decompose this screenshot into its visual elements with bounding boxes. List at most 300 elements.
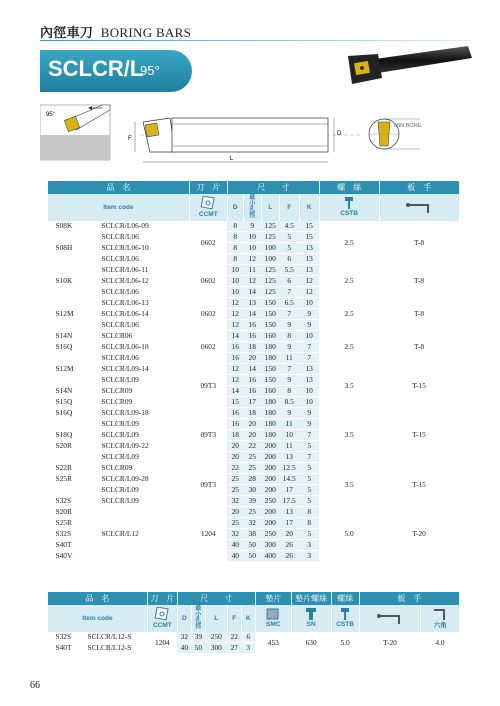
t2-th-l: L [205,605,227,632]
t2-th-torx-cell [359,605,421,632]
dim-f: F [128,136,132,142]
cell-holder-code [48,375,98,386]
cell-wrench: T-20 [379,507,459,562]
cell-dim-d: 20 [227,507,243,518]
cell-item-code [97,507,189,518]
cell-screw: 3.5 [319,364,379,408]
cell-holder-code [48,353,98,364]
cell-dim-l: 300 [205,643,227,654]
cell-dim-l: 180 [261,353,279,364]
cell-dim-mb: 22 [243,441,261,452]
t2-th-shim: 墊片 [255,592,291,605]
cell-item-code: SCLCR06 [97,331,189,342]
t2-th-dims: 尺 寸 [177,592,255,605]
cell-dim-l: 150 [261,298,279,309]
cell-dim-mb: 14 [243,364,261,375]
t2-th-smc-cell [255,605,291,632]
cell-wrench: T-8 [379,298,459,331]
cell-dim-f: 12.5 [279,463,299,474]
cell-holder-code: S10K [48,276,98,287]
cell-dim-d: 25 [227,485,243,496]
cell-dim-f: 14.5 [279,474,299,485]
cell-dim-kv: 5 [299,474,319,485]
cell-holder-code: S15Q [48,397,98,408]
cell-screw: 2.5 [319,298,379,331]
cell-dim-f: 11 [279,441,299,452]
cell-dim-mb: 50 [191,643,205,654]
th-d: D [227,194,243,221]
cell-dim-mb: 16 [243,375,261,386]
cell-dim-mb: 11 [243,265,261,276]
cell-dim-d: 16 [227,342,243,353]
cell-dim-f: 5 [279,243,299,254]
cell-holder-code [48,287,98,298]
cell-insert: 0602 [189,298,227,331]
cell-dim-l: 100 [261,254,279,265]
cell-dim-d: 15 [227,397,243,408]
cell-dim-mb: 25 [243,452,261,463]
cell-dim-l: 150 [261,309,279,320]
cell-dim-d: 18 [227,430,243,441]
cell-dim-d: 12 [227,309,243,320]
cell-dim-f: 11 [279,353,299,364]
cell-dim-l: 200 [261,452,279,463]
cell-item-code [97,518,189,529]
cell-item-code: SCLCR/L06-09 [97,221,189,232]
spec-table-s-type [47,592,459,654]
t2-th-insert: 刀 片 [147,592,177,605]
cell-dim-d: 25 [227,518,243,529]
cell-insert: 09T3 [189,364,227,408]
cell-holder-code [48,265,98,276]
cell-dim-kv: 5 [299,463,319,474]
th-ccmt: CCMT [198,210,218,218]
cell-dim-d: 20 [227,441,243,452]
cell-dim-mb: 17 [243,397,261,408]
t2-th-k: K [241,605,255,632]
cell-holder-code: S40T [48,540,98,551]
torx-wrench-icon [375,612,405,626]
cell-dim-mb: 25 [243,463,261,474]
cell-dim-d: 14 [227,331,243,342]
cell-sn: 630 [291,632,331,654]
th-screw-icon-cell [319,194,379,221]
title-english: BORING BARS [100,25,192,40]
cell-dim-f: 7 [279,364,299,375]
dim-d: D [337,131,342,137]
cell-item-code: SCLCR09 [97,397,189,408]
cell-dim-f: 26 [279,551,299,562]
cell-dim-l: 200 [261,441,279,452]
cell-dim-kv: 15 [299,221,319,232]
cell-dim-l: 250 [261,496,279,507]
table-row [48,507,460,518]
cell-item-code: SCLCR/L09 [97,496,189,507]
cell-dim-f: 8.5 [279,397,299,408]
insert-top-view [40,105,110,160]
t2-th-hex-cell [421,605,459,632]
cell-dim-kv: 13 [299,375,319,386]
cell-holder-code [48,452,98,463]
cell-dim-kv: 7 [299,342,319,353]
cell-item-code: SCLCR/L06-18 [97,342,189,353]
cell-item-code: SCLCR/L09-18 [97,408,189,419]
cell-dim-l: 125 [261,287,279,298]
th-min-bore: 最小孔徑 [249,194,256,219]
cell-item-code [97,551,189,562]
cell-item-code: SCLCR/L12-S [83,632,147,643]
table-row [48,265,460,276]
shim-icon [266,608,280,620]
cell-item-code: SCLCR/L06-10 [97,243,189,254]
cell-dim-f: 9 [279,320,299,331]
cell-dim-mb: 28 [243,474,261,485]
cell-holder-code [48,419,98,430]
cell-holder-code [48,320,98,331]
cell-dim-mb: 14 [243,309,261,320]
cell-dim-f: 13 [279,507,299,518]
product-angle: 95° [140,63,160,78]
cell-dim-kv: 10 [299,386,319,397]
cell-wrench: T-15 [379,364,459,408]
cell-holder-code: S20R [48,507,98,518]
cell-dim-mb: 20 [243,419,261,430]
cell-holder-code: S14N [48,386,98,397]
cell-dim-d: 14 [227,386,243,397]
cell-dim-mb: 14 [243,287,261,298]
t2-th-insert-icon-cell [147,605,177,632]
cell-dim-l: 180 [261,342,279,353]
cell-dim-f: 22 [227,632,241,643]
th-insert: 刀 片 [189,181,227,194]
product-banner [40,50,192,92]
cell-dim-kv: 12 [299,287,319,298]
cell-dim-f: 20 [279,529,299,540]
cell-dim-f: 17 [279,518,299,529]
cell-wrench: T-15 [379,463,459,507]
cell-dim-kv: 5 [299,529,319,540]
cell-dim-kv: 7 [299,452,319,463]
cell-screw: 3.5 [319,408,379,463]
cell-dim-kv: 6 [241,632,255,643]
cell-dim-d: 40 [227,551,243,562]
cell-dim-kv: 3 [299,551,319,562]
cell-dim-l: 150 [261,364,279,375]
cell-dim-mb: 16 [243,320,261,331]
cell-item-code: SCLCR/L06 [97,254,189,265]
cell-dim-mb: 32 [243,518,261,529]
cell-insert: 0602 [189,265,227,298]
t2-th-sn-cell [291,605,331,632]
cell-dim-l: 125 [261,232,279,243]
t2-th-hex: 六角 [433,621,447,629]
cell-dim-l: 200 [261,474,279,485]
cell-dim-l: 150 [261,320,279,331]
cell-holder-code: S08K [48,221,98,232]
cell-dim-kv: 13 [299,254,319,265]
cell-dim-l: 250 [261,529,279,540]
cell-item-code: SCLCR/L09 [97,452,189,463]
cell-dim-f: 9 [279,342,299,353]
cell-wrench: T-8 [379,221,459,265]
cell-item-code: SCLCR/L06 [97,232,189,243]
cell-dim-mb: 12 [243,276,261,287]
cell-dim-mb: 18 [243,342,261,353]
cell-wrench: T-8 [379,265,459,298]
cell-dim-d: 10 [227,287,243,298]
t2-th-shim-screw: 墊片螺絲 [291,592,331,605]
cell-dim-l: 180 [261,430,279,441]
cell-dim-l: 300 [261,540,279,551]
cell-dim-l: 200 [261,463,279,474]
th-dims: 尺 寸 [227,181,319,194]
hex-key-icon [432,607,448,621]
bar-side-view [128,118,360,162]
cell-dim-mb: 39 [191,632,205,643]
cell-dim-kv: 5 [299,441,319,452]
cell-item-code: SCLCR/L06-13 [97,298,189,309]
cell-dim-kv: 3 [299,540,319,551]
cell-dim-f: 6 [279,254,299,265]
cell-dim-l: 160 [261,331,279,342]
cell-item-code [97,540,189,551]
cell-dim-d: 32 [177,632,191,643]
table-row [48,632,460,643]
cell-wrench: T-15 [379,408,459,463]
cell-dim-kv: 13 [299,265,319,276]
t2-th-smc: SMC [265,620,281,628]
cell-dim-d: 12 [227,320,243,331]
cell-dim-d: 40 [177,643,191,654]
cell-screw: 2.5 [319,265,379,298]
cell-dim-mb: 25 [243,507,261,518]
cell-dim-d: 16 [227,408,243,419]
cell-dim-d: 12 [227,298,243,309]
angle-label: 95° [46,112,56,118]
screw-icon [338,608,352,620]
cell-dim-d: 12 [227,364,243,375]
cell-hex: 4.0 [421,632,459,654]
th-screw: 螺 絲 [319,181,379,194]
cell-holder-code: S25R [48,474,98,485]
t2-th-item-code: Item code [48,605,148,632]
table-row [48,463,460,474]
cell-holder-code: S12M [48,364,98,375]
bar-end-view [369,119,422,149]
th-wrench: 板 手 [379,181,459,194]
cell-dim-kv: 3 [241,643,255,654]
cell-dim-d: 32 [227,529,243,540]
cell-dim-f: 7 [279,287,299,298]
cell-dim-l: 100 [261,243,279,254]
header-title [40,22,191,41]
t2-th-min-bore: 最小孔徑 [195,605,202,630]
cell-dim-f: 8 [279,331,299,342]
cell-holder-code [48,254,98,265]
cell-dim-l: 200 [261,485,279,496]
table-row [48,364,460,375]
cell-wrench: T-8 [379,331,459,364]
cell-dim-l: 180 [261,419,279,430]
th-item-code: Item code [48,194,190,221]
cell-holder-code: S14N [48,331,98,342]
cell-dim-d: 10 [227,265,243,276]
cell-holder-code: S16Q [48,342,98,353]
technical-drawing [40,100,470,180]
cell-dim-kv: 9 [299,408,319,419]
cell-dim-mb: 18 [243,408,261,419]
insert-icon [200,196,216,210]
cell-item-code: SCLCR/L06-14 [97,309,189,320]
cell-holder-code: S25R [48,518,98,529]
cell-dim-mb: 50 [243,540,261,551]
cell-dim-f: 8 [279,386,299,397]
table-row [48,221,460,232]
page-number: 66 [30,680,40,691]
cell-dim-mb: 16 [243,331,261,342]
th-item: 品 名 [48,181,190,194]
min-bore-label: MIN BORE [394,123,422,129]
cell-screw: 2.5 [319,331,379,364]
insert-icon [154,607,170,621]
torx-wrench-icon [404,201,434,215]
cell-dim-f: 5.5 [279,265,299,276]
cell-item-code: SCLCR/L06-11 [97,265,189,276]
cell-dim-d: 16 [227,353,243,364]
cell-dim-kv: 9 [299,320,319,331]
cell-dim-f: 9 [279,375,299,386]
table-row [48,331,460,342]
cell-holder-code: S40V [48,551,98,562]
cell-dim-l: 125 [261,276,279,287]
shim-screw-icon [304,608,318,620]
dim-l: L [230,156,234,162]
cell-dim-kv: 10 [299,298,319,309]
cell-dim-d: 10 [227,276,243,287]
cell-dim-l: 200 [261,507,279,518]
cell-dim-d: 25 [227,474,243,485]
cell-insert: 1204 [147,632,177,654]
cell-dim-d: 8 [227,254,243,265]
cell-insert: 0602 [189,221,227,265]
cell-dim-l: 150 [261,375,279,386]
cell-item-code: SCLCR/L12-S [83,643,147,654]
cell-dim-kv: 8 [299,507,319,518]
cell-dim-mb: 13 [243,298,261,309]
th-wrench-icon-cell [379,194,459,221]
cell-screw: 2.5 [319,221,379,265]
cell-dim-l: 200 [261,518,279,529]
cell-dim-kv: 13 [299,243,319,254]
cell-dim-f: 26 [279,540,299,551]
cell-dim-mb: 50 [243,551,261,562]
cell-dim-d: 8 [227,221,243,232]
cell-insert: 0602 [189,331,227,364]
th-cstb: CSTB [340,209,358,217]
th-k: K [299,194,319,221]
cell-item-code: SCLCR/L06 [97,353,189,364]
cell-dim-kv: 12 [299,276,319,287]
cell-wrench: T-20 [359,632,421,654]
cell-dim-l: 180 [261,408,279,419]
cell-dim-l: 125 [261,265,279,276]
cell-dim-l: 180 [261,397,279,408]
cell-dim-d: 12 [227,375,243,386]
cell-holder-code: S32S [48,496,98,507]
cell-holder-code: S32S [48,632,84,643]
cell-item-code: SCLCR09 [97,463,189,474]
cell-dim-mb: 30 [243,485,261,496]
cell-item-code: SCLCR/L09 [97,375,189,386]
cell-item-code: SCLCR/L06-12 [97,276,189,287]
cell-smc: 453 [255,632,291,654]
cell-item-code: SCLCR/L09 [97,485,189,496]
table-row [48,408,460,419]
cell-dim-kv: 10 [299,331,319,342]
t2-th-d: D [177,605,191,632]
cell-dim-d: 40 [227,540,243,551]
cell-dim-f: 6.5 [279,298,299,309]
cell-insert: 1204 [189,507,227,562]
cell-dim-mb: 16 [243,386,261,397]
cell-dim-mb: 10 [243,243,261,254]
cell-insert: 09T3 [189,463,227,507]
cell-item-code: SCLCR/L09-22 [97,441,189,452]
t2-th-screw: 螺絲 [331,592,359,605]
spec-table-main [47,181,459,562]
cell-dim-l: 250 [205,632,227,643]
cell-dim-mb: 10 [243,232,261,243]
cell-dim-kv: 9 [299,419,319,430]
title-chinese: 內徑車刀 [40,25,94,40]
cell-item-code: SCLCR/L06 [97,320,189,331]
cell-dim-f: 7 [279,309,299,320]
cell-screw: 5.0 [331,632,359,654]
cell-dim-l: 160 [261,386,279,397]
cell-item-code: SCLCR/L09-14 [97,364,189,375]
cell-item-code: SCLCR/L09 [97,430,189,441]
cell-item-code: SCLCR/L09-28 [97,474,189,485]
cell-insert: 09T3 [189,408,227,463]
cell-dim-kv: 8 [299,518,319,529]
cell-dim-kv: 13 [299,364,319,375]
t2-th-f: F [227,605,241,632]
table-row [48,298,460,309]
cell-dim-f: 13 [279,452,299,463]
cell-dim-kv: 5 [299,485,319,496]
cell-item-code: SCLCR/L06 [97,287,189,298]
cell-dim-mb: 39 [243,496,261,507]
cell-item-code: SCLCR/L09 [97,419,189,430]
cell-dim-kv: 9 [299,309,319,320]
cell-holder-code [48,298,98,309]
cell-dim-mb: 20 [243,353,261,364]
cell-dim-f: 6 [279,276,299,287]
cell-holder-code: S12M [48,309,98,320]
t2-th-sn: SN [306,620,316,628]
cell-dim-f: 17.5 [279,496,299,507]
t2-th-cstb: CSTB [336,620,354,628]
cell-dim-kv: 15 [299,232,319,243]
cell-dim-f: 5 [279,232,299,243]
cell-dim-mb: 20 [243,430,261,441]
cell-dim-d: 20 [227,452,243,463]
product-code: SCLCR/L [48,56,144,81]
cell-dim-d: 8 [227,243,243,254]
cell-dim-f: 17 [279,485,299,496]
cell-dim-f: 10 [279,430,299,441]
cell-dim-l: 400 [261,551,279,562]
